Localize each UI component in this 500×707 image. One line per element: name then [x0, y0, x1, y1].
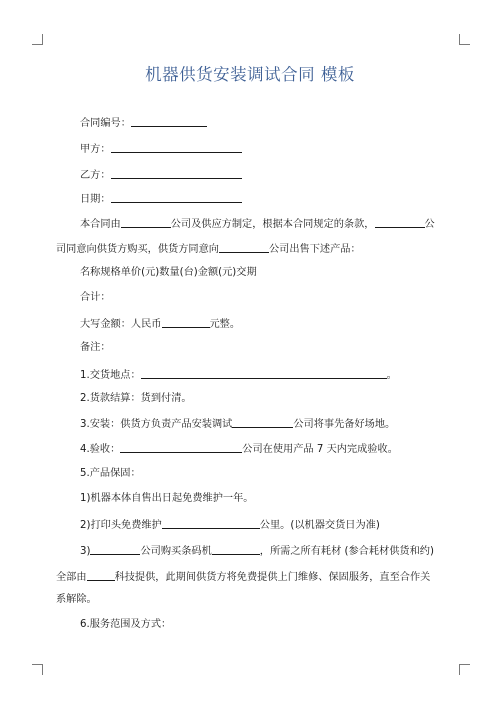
- contract-number-line: [80, 115, 207, 131]
- payment-line: 2.货款结算：货到付清。: [80, 393, 192, 404]
- document-title: 机器供货安装调试合同 模板: [145, 65, 355, 84]
- date-line: [80, 191, 242, 207]
- warranty-item-3-cont: [56, 569, 430, 585]
- contract-number-label: 合同编号：: [80, 118, 131, 129]
- installation-line: [80, 416, 395, 432]
- party-a-line: [80, 141, 242, 157]
- item-text: 公司在使用产品 7 天内完成验收。: [242, 444, 398, 455]
- item-text: 全部由: [56, 572, 87, 583]
- company-blank[interactable]: [232, 416, 293, 428]
- acceptance-line: [80, 441, 398, 457]
- distance-blank[interactable]: [162, 517, 260, 529]
- item-text: 3): [80, 546, 91, 557]
- intro-text: 公: [424, 219, 435, 230]
- location-blank[interactable]: [141, 367, 387, 379]
- party-a-label: 甲方：: [80, 144, 111, 155]
- item-text: 科技提供，此期间供货方将免费提供上门维修、保固服务，直至合作关: [114, 572, 431, 583]
- warranty-item-3: [80, 543, 434, 559]
- crop-mark-top-right: [459, 34, 470, 45]
- item-text: 1.交货地点：: [80, 370, 141, 381]
- warranty-item-3-end: 系解除。: [56, 594, 97, 605]
- party-b-line: [80, 167, 242, 183]
- item-text: 公司将事先备好场地。: [293, 419, 396, 430]
- crop-mark-bottom-left: [32, 664, 43, 675]
- item-text: 公司购买条码机: [140, 546, 212, 557]
- intro-line-1: [80, 216, 435, 232]
- date-blank[interactable]: [111, 191, 242, 203]
- total-label: 合计：: [80, 292, 111, 303]
- amount-blank[interactable]: [162, 316, 210, 328]
- company-blank[interactable]: [375, 216, 425, 228]
- intro-text: 公司出售下述产品：: [269, 244, 361, 255]
- company-blank[interactable]: [90, 543, 140, 555]
- item-text: 。: [386, 370, 397, 381]
- party-b-blank[interactable]: [111, 167, 242, 179]
- warranty-heading: 5.产品保固：: [80, 468, 141, 479]
- crop-mark-top-left: [32, 34, 43, 45]
- party-a-blank[interactable]: [111, 141, 242, 153]
- company-blank[interactable]: [219, 241, 269, 253]
- company-blank[interactable]: [120, 441, 242, 453]
- intro-line-2: [56, 241, 361, 257]
- product-columns-header: 名称规格单价(元)数量(台)金额(元)交期: [80, 267, 257, 278]
- contract-number-blank[interactable]: [131, 115, 207, 127]
- supplier-blank[interactable]: [87, 569, 115, 581]
- party-b-label: 乙方：: [80, 170, 111, 181]
- item-text: 3.安装：供货方负责产品安装调试: [80, 419, 233, 430]
- amount-prefix: 大写金额：人民币: [80, 319, 162, 330]
- item-text: 4.验收：: [80, 444, 121, 455]
- crop-mark-bottom-right: [459, 664, 470, 675]
- notes-heading: 备注：: [80, 342, 111, 353]
- intro-text: 司同意向供货方购买，供货方同意向: [56, 244, 219, 255]
- service-scope-heading: 6.服务范围及方式：: [80, 619, 172, 630]
- date-label: 日期：: [80, 194, 111, 205]
- intro-text: 公司及供应方制定，根据本合同规定的条款，: [170, 219, 375, 230]
- warranty-item-2: [80, 517, 380, 533]
- item-text: 2)打印头免费维护: [80, 520, 162, 531]
- item-text: ，所需之所有耗材 (参合耗材供货和约): [259, 546, 434, 557]
- warranty-item-1: 1)机器本体自售出日起免费维护一年。: [80, 493, 254, 504]
- amount-suffix: 元整。: [209, 319, 241, 330]
- delivery-location-line: [80, 367, 397, 383]
- amount-line: [80, 316, 240, 332]
- item-text: 公里。(以机器交货日为准): [259, 520, 380, 531]
- printer-blank[interactable]: [212, 543, 260, 555]
- company-blank[interactable]: [121, 216, 171, 228]
- intro-text: 本合同由: [80, 219, 121, 230]
